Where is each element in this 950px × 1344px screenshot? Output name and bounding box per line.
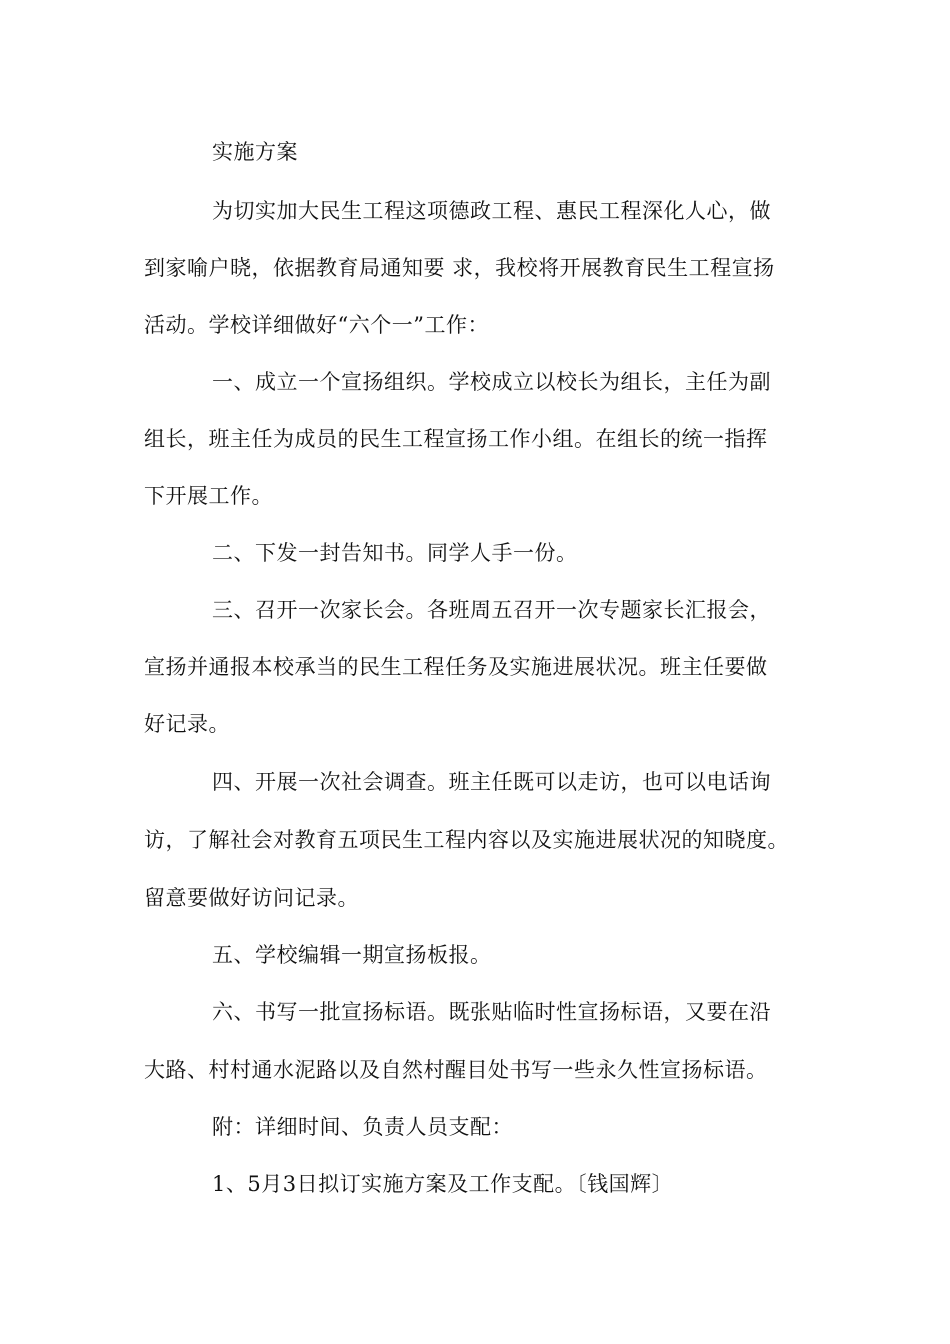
paragraph-line: 大路、村村通水泥路以及自然村醒目处书写一些永久性宣扬标语。 bbox=[144, 1058, 768, 1082]
paragraph-line: 五、学校编辑一期宣扬板报。 bbox=[212, 943, 492, 967]
paragraph-line: 三、召开一次家长会。各班周五召开一次专题家长汇报会， bbox=[212, 598, 771, 622]
paragraph-line: 下开展工作。 bbox=[144, 484, 273, 508]
document-title: 实施方案 bbox=[212, 140, 298, 164]
paragraph-line: 1、5月3日拟订实施方案及工作支配。〔钱国辉〕 bbox=[212, 1172, 674, 1196]
paragraph-line: 好记录。 bbox=[144, 712, 230, 736]
paragraph-line: 宣扬并通报本校承当的民生工程任务及实施进展状况。班主任要做 bbox=[144, 655, 768, 679]
paragraph-line: 活动。学校详细做好“六个一”工作： bbox=[144, 313, 489, 337]
paragraph-line: 到家喻户晓，依据教育局通知要 求，我校将开展教育民生工程宣扬 bbox=[144, 256, 775, 280]
paragraph-line: 六、书写一批宣扬标语。既张贴临时性宣扬标语，又要在沿 bbox=[212, 1000, 771, 1024]
paragraph-line: 访，了解社会对教育五项民生工程内容以及实施进展状况的知晓度。 bbox=[144, 828, 789, 852]
paragraph-line: 四、开展一次社会调查。班主任既可以走访，也可以电话询 bbox=[212, 770, 771, 794]
paragraph-line: 留意要做好访问记录。 bbox=[144, 886, 359, 910]
paragraph-line: 组长，班主任为成员的民生工程宣扬工作小组。在组长的统一指挥 bbox=[144, 427, 768, 451]
paragraph-line: 二、下发一封告知书。同学人手一份。 bbox=[212, 541, 578, 565]
paragraph-line: 附：详细时间、负责人员支配： bbox=[212, 1115, 513, 1139]
paragraph-line: 为切实加大民生工程这项德政工程、惠民工程深化人心，做 bbox=[212, 199, 771, 223]
paragraph-line: 一、成立一个宣扬组织。学校成立以校长为组长，主任为副 bbox=[212, 370, 771, 394]
